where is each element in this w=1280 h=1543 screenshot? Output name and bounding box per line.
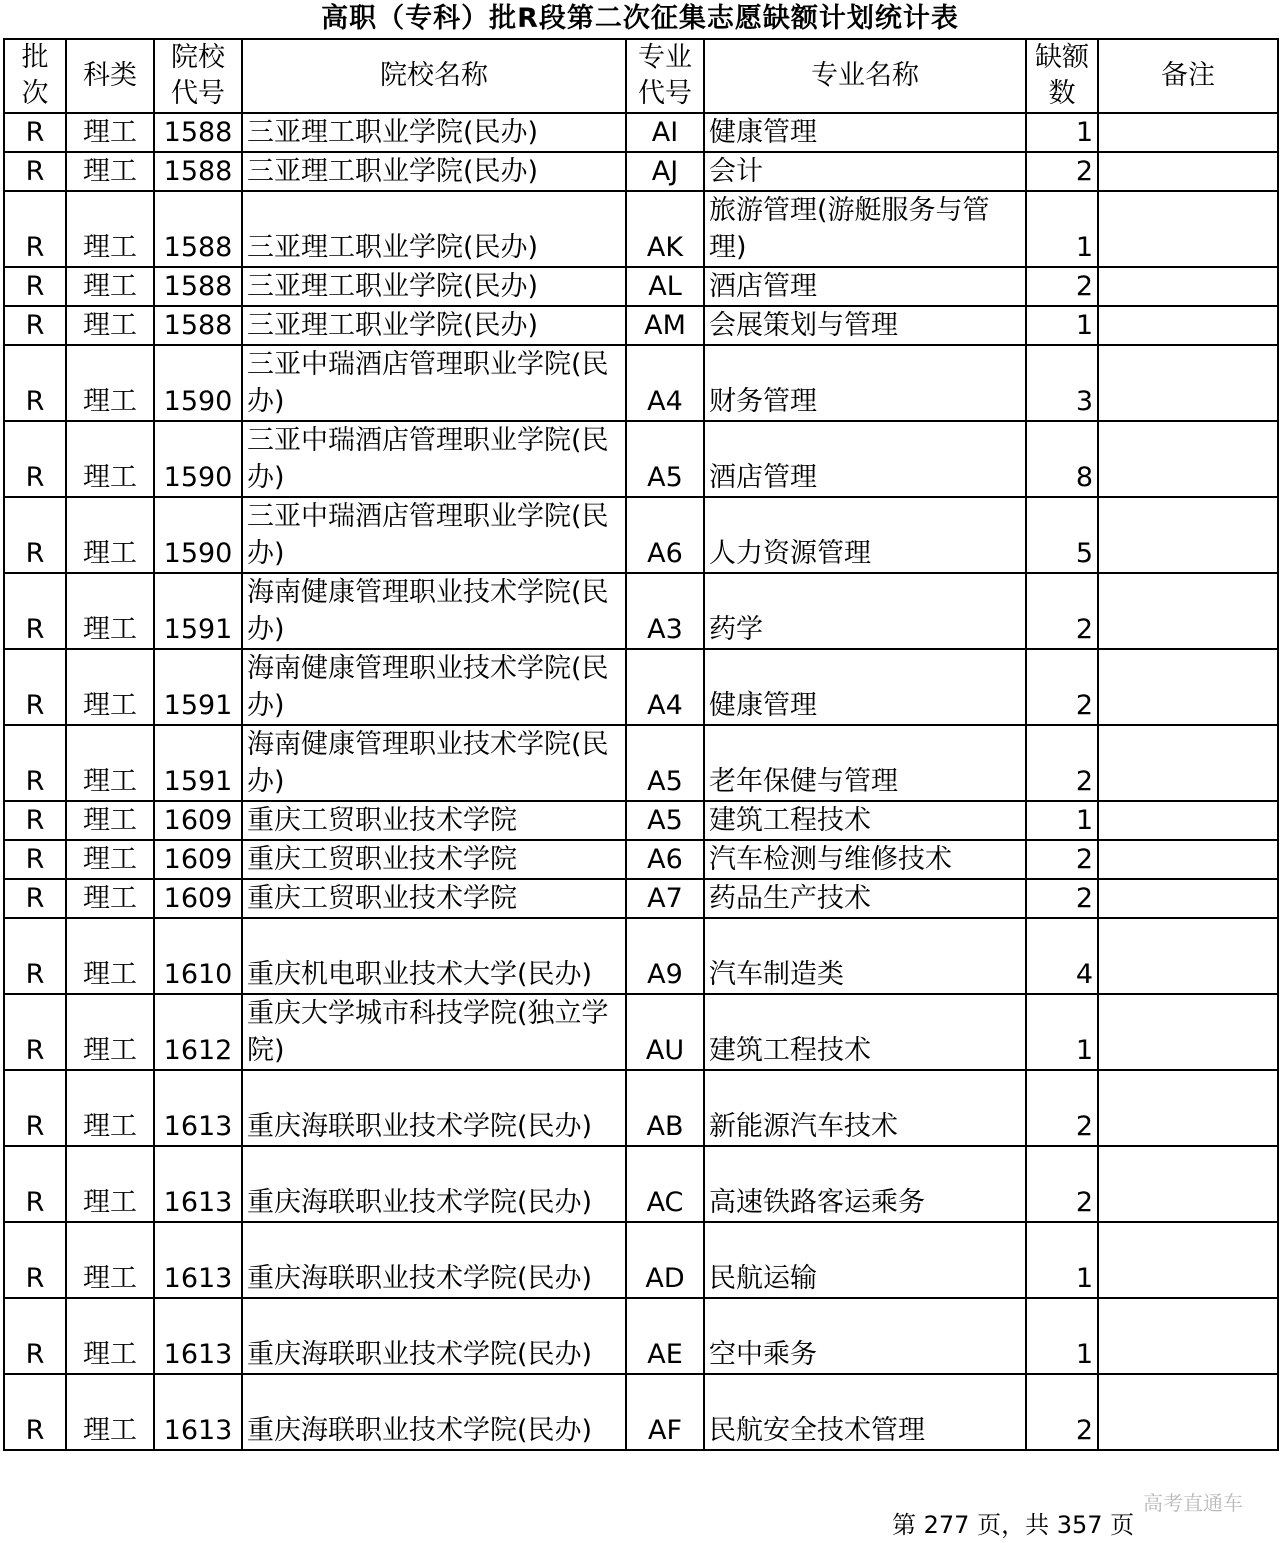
cell-major-code: AL [626,267,704,306]
cell-major-code: A3 [626,573,704,649]
cell-major-name: 建筑工程技术 [704,801,1026,840]
cell-note [1098,1070,1278,1146]
cell-school-name: 三亚理工职业学院(民办) [242,267,626,306]
cell-school-code: 1612 [154,994,242,1070]
cell-note [1098,840,1278,879]
cell-school-name: 重庆工贸职业技术学院 [242,801,626,840]
cell-school-code: 1609 [154,840,242,879]
cell-batch: R [4,191,66,267]
cell-major-name: 汽车检测与维修技术 [704,840,1026,879]
cell-school-name: 重庆海联职业技术学院(民办) [242,1146,626,1222]
cell-note [1098,573,1278,649]
cell-school-code: 1613 [154,1070,242,1146]
cell-school-code: 1588 [154,113,242,152]
cell-note [1098,113,1278,152]
cell-note [1098,1222,1278,1298]
cell-category: 理工 [66,918,154,994]
cell-school-code: 1588 [154,267,242,306]
cell-category: 理工 [66,113,154,152]
cell-note [1098,152,1278,191]
cell-major-name: 会计 [704,152,1026,191]
cell-major-code: A4 [626,649,704,725]
cell-note [1098,306,1278,345]
cell-school-code: 1613 [154,1374,242,1450]
cell-major-code: AC [626,1146,704,1222]
cell-vacancy: 1 [1026,1222,1098,1298]
cell-school-name: 三亚理工职业学院(民办) [242,113,626,152]
cell-vacancy: 2 [1026,649,1098,725]
cell-major-code: A4 [626,345,704,421]
cell-category: 理工 [66,1146,154,1222]
cell-vacancy: 2 [1026,573,1098,649]
cell-category: 理工 [66,649,154,725]
cell-school-code: 1609 [154,879,242,918]
table-row [4,345,1278,421]
cell-note [1098,267,1278,306]
cell-category: 理工 [66,879,154,918]
cell-major-code: A7 [626,879,704,918]
cell-batch: R [4,267,66,306]
cell-school-code: 1588 [154,191,242,267]
vacancy-table [3,38,1279,1451]
cell-category: 理工 [66,267,154,306]
header-vacancy: 缺额数 [1026,39,1098,113]
cell-major-name: 新能源汽车技术 [704,1070,1026,1146]
cell-batch: R [4,113,66,152]
cell-note [1098,1374,1278,1450]
cell-major-name: 健康管理 [704,649,1026,725]
cell-major-name: 药学 [704,573,1026,649]
cell-major-name: 人力资源管理 [704,497,1026,573]
cell-major-name: 旅游管理(游艇服务与管理) [704,191,1026,267]
table-row [4,267,1278,306]
cell-category: 理工 [66,725,154,801]
cell-major-code: AI [626,113,704,152]
cell-school-name: 重庆工贸职业技术学院 [242,879,626,918]
header-note: 备注 [1098,39,1278,113]
cell-category: 理工 [66,1070,154,1146]
cell-school-code: 1613 [154,1298,242,1374]
cell-major-code: AJ [626,152,704,191]
cell-vacancy: 1 [1026,113,1098,152]
cell-school-name: 重庆海联职业技术学院(民办) [242,1298,626,1374]
cell-vacancy: 2 [1026,1146,1098,1222]
cell-category: 理工 [66,421,154,497]
cell-batch: R [4,306,66,345]
cell-school-name: 三亚中瑞酒店管理职业学院(民办) [242,497,626,573]
cell-category: 理工 [66,497,154,573]
cell-batch: R [4,421,66,497]
cell-category: 理工 [66,573,154,649]
cell-batch: R [4,573,66,649]
cell-school-code: 1613 [154,1146,242,1222]
cell-major-code: A5 [626,725,704,801]
header-school-code: 院校代号 [154,39,242,113]
cell-school-name: 重庆海联职业技术学院(民办) [242,1070,626,1146]
table-row [4,113,1278,152]
header-major-name: 专业名称 [704,39,1026,113]
cell-school-name: 海南健康管理职业技术学院(民办) [242,725,626,801]
table-row [4,306,1278,345]
cell-note [1098,994,1278,1070]
cell-school-code: 1610 [154,918,242,994]
cell-major-name: 老年保健与管理 [704,725,1026,801]
cell-vacancy: 1 [1026,1298,1098,1374]
cell-vacancy: 2 [1026,725,1098,801]
cell-note [1098,421,1278,497]
cell-category: 理工 [66,801,154,840]
header-major-code: 专业代号 [626,39,704,113]
cell-school-code: 1591 [154,573,242,649]
cell-category: 理工 [66,994,154,1070]
cell-major-code: AF [626,1374,704,1450]
cell-batch: R [4,879,66,918]
cell-note [1098,725,1278,801]
cell-category: 理工 [66,345,154,421]
cell-batch: R [4,918,66,994]
cell-school-code: 1613 [154,1222,242,1298]
cell-school-name: 三亚理工职业学院(民办) [242,152,626,191]
cell-note [1098,801,1278,840]
table-row [4,1146,1278,1222]
cell-major-name: 酒店管理 [704,421,1026,497]
table-row [4,1374,1278,1450]
cell-batch: R [4,801,66,840]
header-row [4,39,1278,113]
cell-school-name: 重庆海联职业技术学院(民办) [242,1222,626,1298]
cell-school-code: 1590 [154,421,242,497]
cell-vacancy: 2 [1026,840,1098,879]
table-row [4,1298,1278,1374]
cell-major-code: A6 [626,497,704,573]
cell-vacancy: 3 [1026,345,1098,421]
cell-major-code: AM [626,306,704,345]
cell-batch: R [4,1070,66,1146]
cell-major-code: AK [626,191,704,267]
cell-school-code: 1588 [154,152,242,191]
cell-major-code: AB [626,1070,704,1146]
table-row [4,497,1278,573]
cell-vacancy: 1 [1026,191,1098,267]
cell-batch: R [4,994,66,1070]
cell-note [1098,191,1278,267]
cell-vacancy: 2 [1026,879,1098,918]
cell-major-code: A5 [626,801,704,840]
cell-batch: R [4,1298,66,1374]
cell-batch: R [4,345,66,421]
table-row [4,649,1278,725]
cell-batch: R [4,725,66,801]
cell-batch: R [4,1146,66,1222]
cell-school-code: 1591 [154,649,242,725]
header-school-name: 院校名称 [242,39,626,113]
table-row [4,840,1278,879]
cell-major-name: 空中乘务 [704,1298,1026,1374]
cell-category: 理工 [66,191,154,267]
cell-vacancy: 1 [1026,306,1098,345]
cell-vacancy: 1 [1026,994,1098,1070]
cell-vacancy: 8 [1026,421,1098,497]
page-title: 高职（专科）批R段第二次征集志愿缺额计划统计表 [321,3,959,34]
cell-major-code: A9 [626,918,704,994]
cell-vacancy: 2 [1026,1374,1098,1450]
cell-note [1098,649,1278,725]
cell-note [1098,1146,1278,1222]
cell-school-code: 1590 [154,497,242,573]
cell-batch: R [4,649,66,725]
table-row [4,879,1278,918]
cell-school-name: 重庆机电职业技术大学(民办) [242,918,626,994]
cell-major-name: 酒店管理 [704,267,1026,306]
cell-major-name: 财务管理 [704,345,1026,421]
cell-school-name: 三亚理工职业学院(民办) [242,191,626,267]
cell-note [1098,497,1278,573]
cell-school-code: 1591 [154,725,242,801]
cell-category: 理工 [66,1374,154,1450]
cell-category: 理工 [66,1298,154,1374]
cell-school-name: 重庆工贸职业技术学院 [242,840,626,879]
table-row [4,994,1278,1070]
cell-major-code: AU [626,994,704,1070]
cell-major-code: AD [626,1222,704,1298]
cell-school-name: 海南健康管理职业技术学院(民办) [242,573,626,649]
cell-major-name: 高速铁路客运乘务 [704,1146,1026,1222]
cell-category: 理工 [66,840,154,879]
cell-school-name: 重庆海联职业技术学院(民办) [242,1374,626,1450]
cell-category: 理工 [66,306,154,345]
cell-batch: R [4,152,66,191]
cell-batch: R [4,840,66,879]
cell-batch: R [4,1374,66,1450]
page-number: 第 277 页，共 357 页 [892,1511,1135,1539]
table-row [4,152,1278,191]
cell-major-name: 建筑工程技术 [704,994,1026,1070]
table-row [4,1222,1278,1298]
cell-category: 理工 [66,1222,154,1298]
cell-batch: R [4,497,66,573]
watermark: 高考直通车 [1143,1491,1243,1515]
cell-vacancy: 1 [1026,801,1098,840]
cell-note [1098,345,1278,421]
cell-major-name: 会展策划与管理 [704,306,1026,345]
cell-major-code: A6 [626,840,704,879]
cell-note [1098,918,1278,994]
cell-note [1098,879,1278,918]
cell-major-name: 汽车制造类 [704,918,1026,994]
cell-vacancy: 4 [1026,918,1098,994]
table-row [4,918,1278,994]
table-row [4,725,1278,801]
table-row [4,573,1278,649]
cell-school-name: 重庆大学城市科技学院(独立学院) [242,994,626,1070]
cell-major-name: 民航安全技术管理 [704,1374,1026,1450]
table-row [4,421,1278,497]
cell-batch: R [4,1222,66,1298]
cell-major-name: 药品生产技术 [704,879,1026,918]
cell-category: 理工 [66,152,154,191]
cell-school-name: 海南健康管理职业技术学院(民办) [242,649,626,725]
header-batch: 批次 [4,39,66,113]
header-category: 科类 [66,39,154,113]
cell-school-name: 三亚中瑞酒店管理职业学院(民办) [242,421,626,497]
cell-major-code: AE [626,1298,704,1374]
table-row [4,1070,1278,1146]
table-row [4,191,1278,267]
cell-vacancy: 2 [1026,1070,1098,1146]
cell-vacancy: 2 [1026,152,1098,191]
cell-school-code: 1588 [154,306,242,345]
cell-major-name: 健康管理 [704,113,1026,152]
cell-school-name: 三亚中瑞酒店管理职业学院(民办) [242,345,626,421]
cell-major-name: 民航运输 [704,1222,1026,1298]
cell-school-code: 1609 [154,801,242,840]
cell-vacancy: 2 [1026,267,1098,306]
cell-note [1098,1298,1278,1374]
cell-major-code: A5 [626,421,704,497]
table-row [4,801,1278,840]
cell-school-name: 三亚理工职业学院(民办) [242,306,626,345]
cell-vacancy: 5 [1026,497,1098,573]
cell-school-code: 1590 [154,345,242,421]
